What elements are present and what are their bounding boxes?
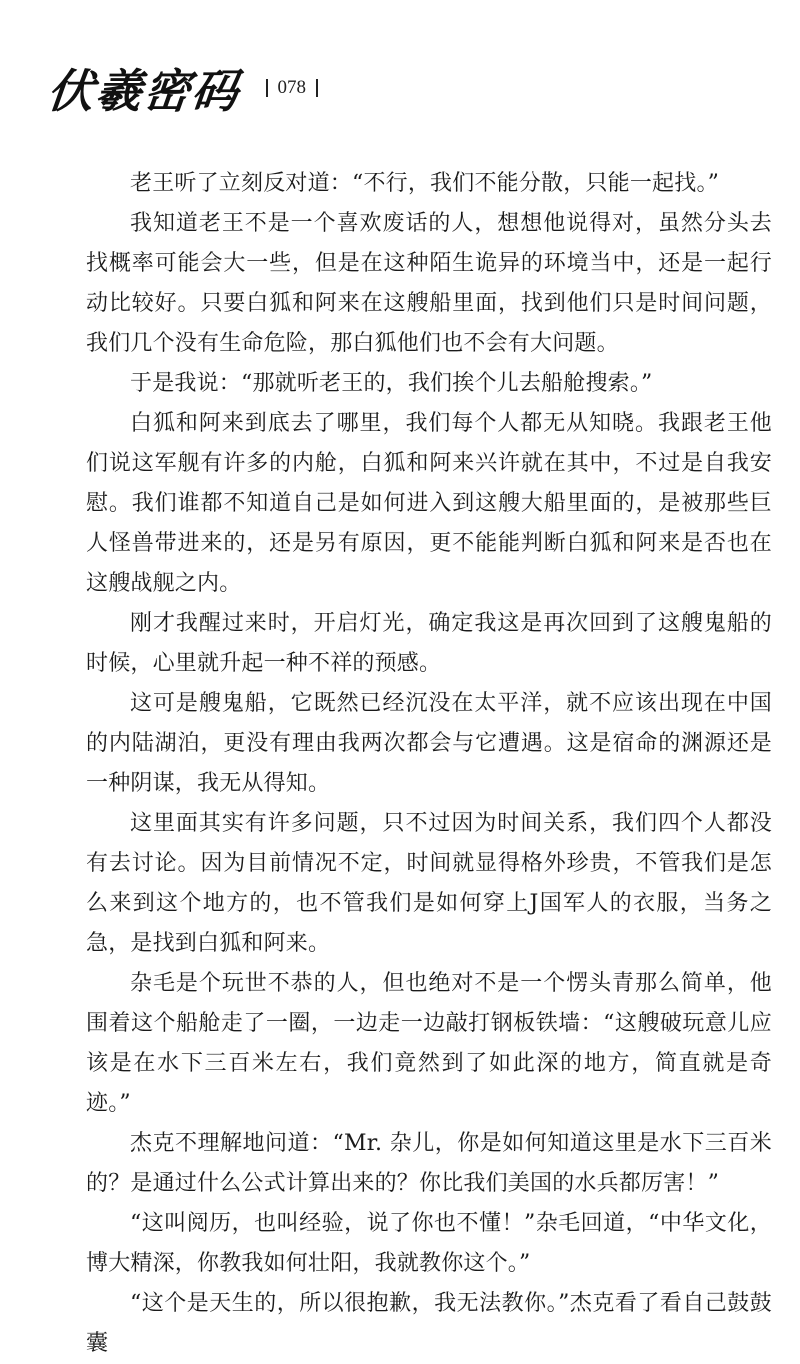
divider bbox=[316, 79, 318, 97]
paragraph: 我知道老王不是一个喜欢废话的人，想想他说得对，虽然分头去找概率可能会大一些，但是在这种陌生诡异的环境当中，还是一起行动比较好。只要白狐和阿来在这艘船里面，找到他们只是时间问题，我们几个没有生命危险，那白狐他们也不会有大问题。 bbox=[86, 211, 772, 356]
page-header bbox=[44, 58, 318, 118]
paragraph: “这个是天生的，所以很抱歉，我无法教你。”杰克看了看自己鼓鼓囊 bbox=[86, 1291, 772, 1356]
paragraph: 这里面其实有许多问题，只不过因为时间关系，我们四个人都没有去讨论。因为目前情况不定，时间就显得格外珍贵，不管我们是怎么来到这个地方的，也不管我们是如何穿上J国军人的衣服，当务之急，是找到白狐和阿来。 bbox=[86, 811, 772, 956]
body-text bbox=[86, 164, 772, 1364]
paragraph: 杰克不理解地问道：“Mr. 杂儿，你是如何知道这里是水下三百米的？是通过什么公式计算出来的？你比我们美国的水兵都厉害！” bbox=[86, 1131, 772, 1196]
paragraph: “这叫阅历，也叫经验，说了你也不懂！”杂毛回道，“中华文化，博大精深，你教我如何壮阳，我就教你这个。” bbox=[86, 1211, 772, 1276]
page-number-block bbox=[266, 77, 318, 99]
paragraph: 杂毛是个玩世不恭的人，但也绝对不是一个愣头青那么简单，他围着这个船舱走了一圈，一边走一边敲打钢板铁墙：“这艘破玩意儿应该是在水下三百米左右，我们竟然到了如此深的地方，简直就是奇迹。” bbox=[86, 971, 772, 1116]
book-title: 伏羲密码 bbox=[44, 64, 243, 118]
page-number: 078 bbox=[277, 77, 306, 98]
paragraph: 刚才我醒过来时，开启灯光，确定我这是再次回到了这艘鬼船的时候，心里就升起一种不祥的预感。 bbox=[86, 611, 772, 676]
paragraph: 老王听了立刻反对道：“不行，我们不能分散，只能一起找。” bbox=[130, 171, 720, 196]
paragraph: 这可是艘鬼船，它既然已经沉没在太平洋，就不应该出现在中国的内陆湖泊，更没有理由我两次都会与它遭遇。这是宿命的渊源还是一种阴谋，我无从得知。 bbox=[86, 691, 772, 796]
paragraph: 于是我说：“那就听老王的，我们挨个儿去船舱搜索。” bbox=[130, 371, 653, 396]
paragraph: 白狐和阿来到底去了哪里，我们每个人都无从知晓。我跟老王他们说这军舰有许多的内舱，白狐和阿来兴许就在其中，不过是自我安慰。我们谁都不知道自己是如何进入到这艘大船里面的，是被那些巨人怪兽带进来的，还是另有原因，更不能能判断白狐和阿来是否也在这艘战舰之内。 bbox=[86, 411, 772, 596]
